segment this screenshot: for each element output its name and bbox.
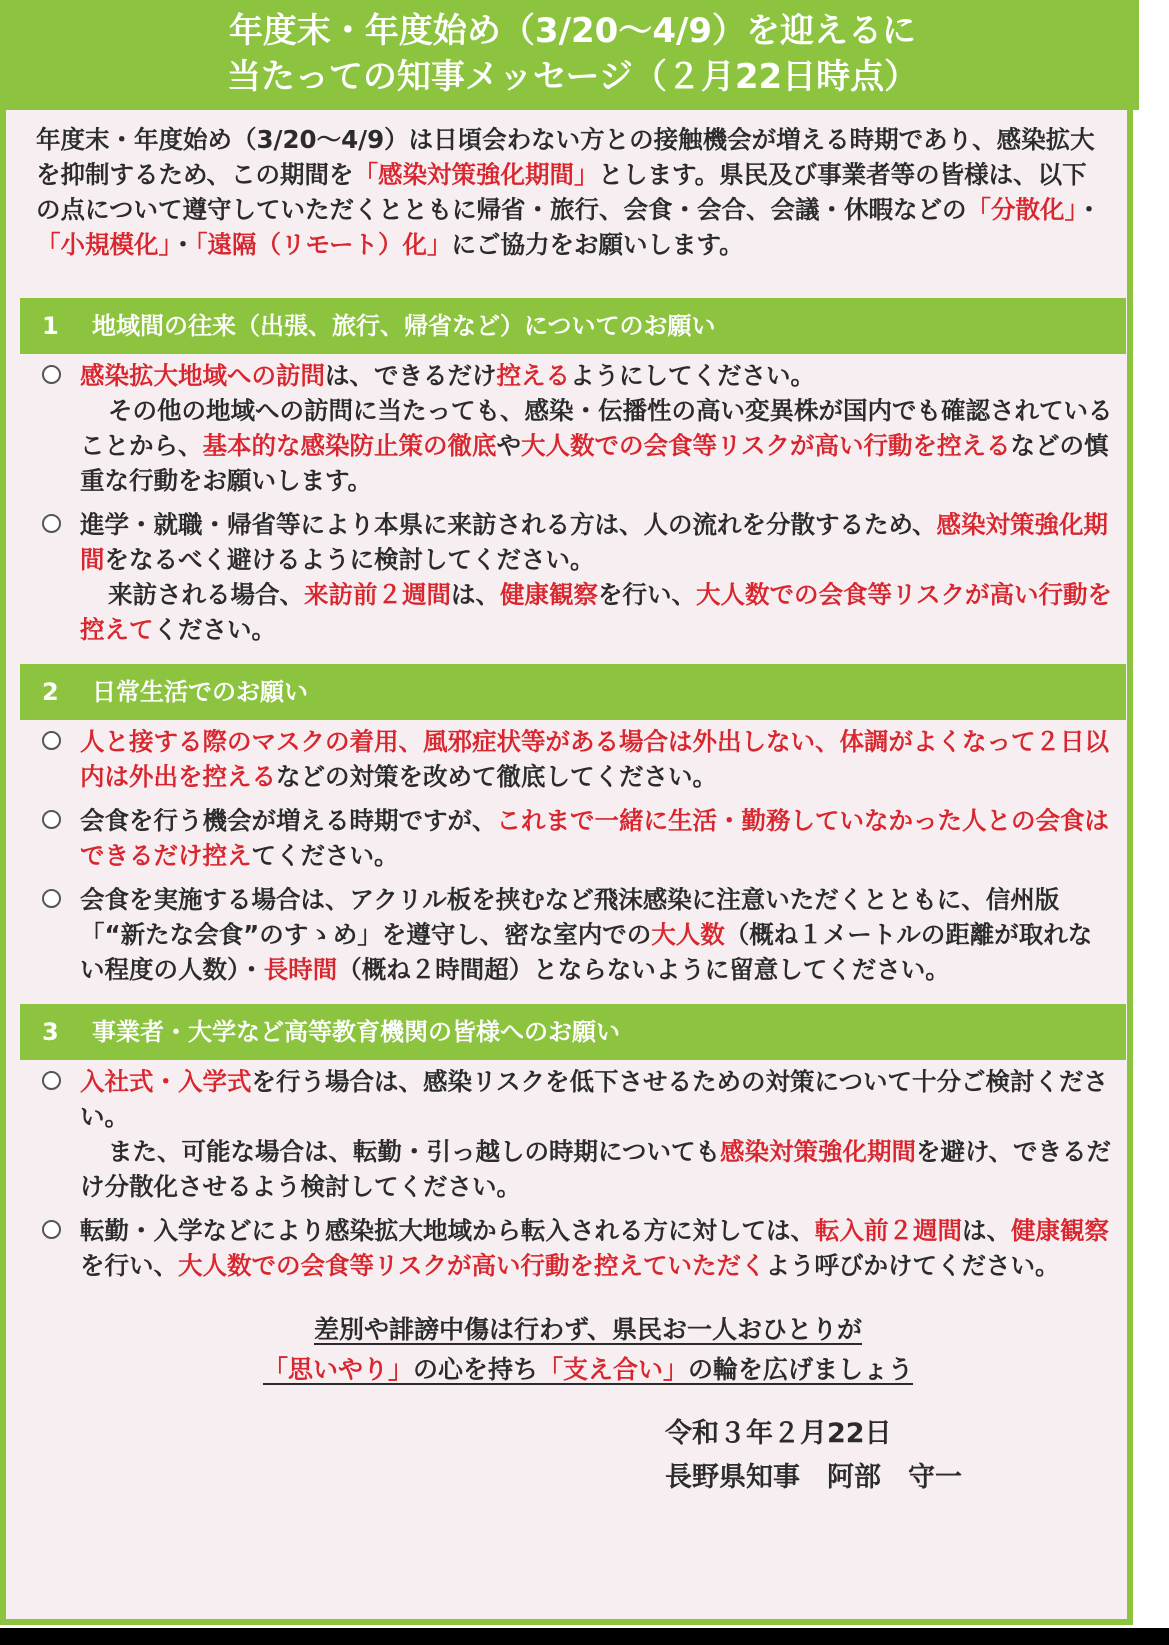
circle-bullet-icon	[42, 810, 61, 829]
closing-line-1: 差別や誹謗中傷は行わず、県民お一人おひとりが	[313, 1315, 862, 1344]
intro-highlight: 「感染対策強化期間」	[353, 160, 599, 189]
signature-block	[665, 1412, 1126, 1500]
intro-text: にご協力をお願いします。	[451, 230, 744, 259]
section-1-header	[20, 298, 1126, 354]
item-highlight: 感染対策強化期間	[720, 1137, 917, 1166]
item-text: てください。	[251, 841, 399, 870]
item-text: よう呼びかけてください。	[765, 1251, 1060, 1280]
item-text: などの対策を改めて徹底してください。	[276, 762, 717, 791]
item-text: は、	[451, 580, 500, 609]
list-item	[36, 358, 1116, 498]
item-text: 進学・就職・帰省等により本県に来訪される方は、人の流れを分散するため、	[80, 510, 937, 539]
item-text: を避け、できるだけ分散化させるよう検討してください。	[80, 1137, 1112, 1201]
item-highlight: 控える	[496, 361, 570, 390]
circle-bullet-icon	[42, 514, 61, 533]
section-1-items	[20, 354, 1126, 664]
item-text: 会食を行う機会が増える時期ですが、	[80, 806, 497, 835]
circle-bullet-icon	[42, 365, 61, 384]
title-line-2: 当たっての知事メッセージ（２月22日時点）	[226, 57, 919, 97]
item-highlight: 転入前２週間	[815, 1216, 962, 1245]
item-text: 転勤・入学などにより感染拡大地域から転入される方に対しては、	[80, 1216, 815, 1245]
item-text: その他の地域への訪問に当たっても、感染・伝播性の高い変異株が国内でも確認されていることから、	[80, 396, 1113, 460]
section-3-header	[20, 1004, 1126, 1060]
section-number: 3	[42, 1018, 59, 1046]
intro-text: とします。県民及び事業者等の皆様は、以下の点について遵守していただくとともに帰省・旅行、会食・会合、会議・休暇などの	[36, 160, 1087, 224]
item-highlight: 長時間	[263, 955, 338, 984]
section-number: 1	[42, 312, 59, 340]
circle-bullet-icon	[42, 1220, 61, 1239]
item-text: 会食を実施する場合は、アクリル板を挟むなど飛沫感染に注意いただくとともに、信州版「“新たな会食”のすゝめ」を遵守し、密な室内での	[80, 885, 1060, 949]
circle-bullet-icon	[42, 889, 61, 908]
item-highlight: 健康観察	[1011, 1216, 1109, 1245]
closing-text: の輪を広げましょう	[688, 1355, 914, 1384]
item-highlight: 基本的な感染防止策の徹底	[202, 431, 497, 460]
item-text: ください。	[153, 615, 276, 644]
intro-text: ・	[1076, 195, 1102, 224]
section-3-items	[20, 1060, 1126, 1300]
closing-message	[20, 1310, 1126, 1390]
section-title: 地域間の往来（出張、旅行、帰省など）についてのお願い	[92, 312, 716, 340]
item-text: や	[496, 431, 521, 460]
item-text: また、可能な場合は、転勤・引っ越しの時期についても	[108, 1137, 721, 1166]
item-highlight: 大人数での会食等リスクが高い行動を控える	[521, 431, 1011, 460]
item-text: を行う場合は、感染リスクを低下させるための対策について十分ご検討ください。	[80, 1067, 1109, 1131]
item-text: ようにしてください。	[570, 361, 815, 390]
item-text: 来訪される場合、	[108, 580, 304, 609]
item-highlight: 感染対策強化期間	[80, 510, 1109, 574]
bottom-bar	[0, 1628, 1169, 1645]
signature-date: 令和３年２月22日	[665, 1418, 892, 1449]
item-text: をなるべく避けるように検討してください。	[104, 545, 595, 574]
item-highlight: 人と接する際のマスクの着用、風邪症状等がある場合は外出しない、体調がよくなって２日以内は外出を控える	[80, 727, 1109, 791]
item-text: （概ね１メートルの距離が取れない程度の人数）・	[80, 920, 1093, 984]
closing-highlight: 「思いやり」	[262, 1355, 413, 1384]
item-text: を行い、	[598, 580, 696, 609]
list-item	[36, 1064, 1116, 1204]
closing-text: の心を持ち	[412, 1355, 538, 1384]
section-2-items	[20, 720, 1126, 1004]
item-highlight: 大人数での会食等リスクが高い行動を控えていただく	[178, 1251, 766, 1280]
item-highlight: 健康観察	[500, 580, 598, 609]
circle-bullet-icon	[42, 731, 61, 750]
item-highlight: これまで一緒に生活・勤務していなかった人との会食はできるだけ控え	[80, 806, 1109, 870]
intro-highlight: 「遠隔（リモート）化」	[195, 230, 452, 259]
page-title	[6, 0, 1139, 110]
item-text: などの慎重な行動をお願いします。	[80, 431, 1109, 495]
item-highlight: 感染拡大地域への訪問	[80, 361, 325, 390]
section-title: 日常生活でのお願い	[92, 678, 308, 706]
item-text: （概ね２時間超）とならないように留意してください。	[337, 955, 950, 984]
section-2-header	[20, 664, 1126, 720]
intro-highlight: 「分散化」	[966, 195, 1077, 224]
circle-bullet-icon	[42, 1071, 61, 1090]
intro-text: 年度末・年度始め（3/20〜4/9）は日頃会わない方との接触機会が増える時期であり、感染拡大を抑制するため、この期間を	[36, 125, 1095, 189]
list-item	[36, 507, 1116, 647]
section-number: 2	[42, 678, 59, 706]
intro-text: ・	[170, 230, 196, 259]
message-body	[20, 110, 1126, 1500]
list-item	[36, 803, 1116, 873]
item-highlight: 大人数	[651, 920, 725, 949]
item-text: は、できるだけ	[325, 361, 497, 390]
item-highlight: 入社式・入学式	[80, 1067, 252, 1096]
list-item	[36, 1213, 1116, 1283]
item-highlight: 来訪前２週間	[304, 580, 451, 609]
intro-highlight: 「小規模化」	[36, 230, 171, 259]
title-line-1: 年度末・年度始め（3/20〜4/9）を迎えるに	[228, 11, 917, 51]
list-item	[36, 882, 1116, 987]
item-text: を行い、	[80, 1251, 178, 1280]
intro-paragraph	[20, 110, 1126, 298]
closing-highlight: 「支え合い」	[538, 1355, 689, 1384]
item-highlight: 大人数での会食等リスクが高い行動を控えて	[80, 580, 1113, 644]
item-text: は、	[962, 1216, 1011, 1245]
section-title: 事業者・大学など高等教育機関の皆様へのお願い	[92, 1018, 620, 1046]
list-item	[36, 724, 1116, 794]
signature-author: 長野県知事 阿部 守一	[665, 1462, 962, 1493]
